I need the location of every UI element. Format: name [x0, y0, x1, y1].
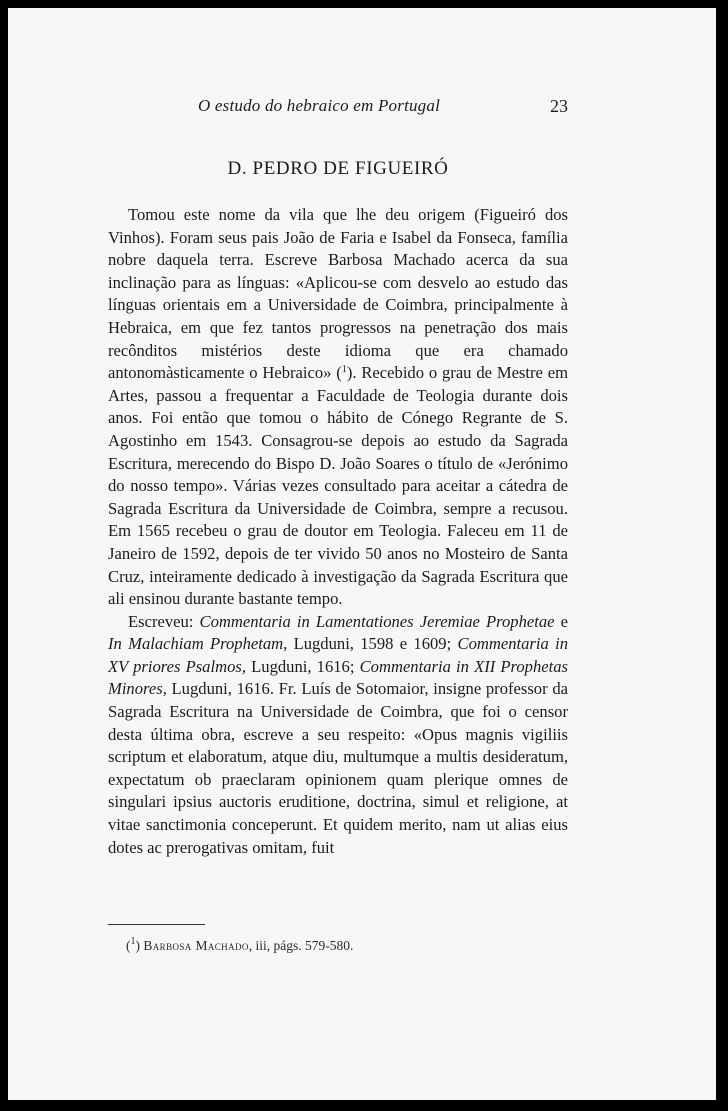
work-title-2: In Malachiam Prophetam,: [108, 634, 288, 654]
footnote-rule: [108, 924, 205, 925]
work-title-3: Commentaria in XV priores Psalmos,: [108, 634, 568, 676]
footnote-author: Barbosa Machado: [143, 938, 249, 953]
work-title-4: Commentaria in XII Prophetas Minores,: [108, 656, 569, 699]
paragraph-text-part-1: Tomou este nome da vila que lhe deu origem (Figueiró dos Vinhos). Foram seus pais João de Faria e Isabel da Fonseca, família nobre daquela terra. Escreve Barbosa Machado acerca da sua inclinação para as línguas: «Aplicou-se com desvelo ao estudo das línguas orientais em a Universidade de Coimbra, principalmente à Hebraica, em que fez tantos progressos na penetração dos mais recônditos mistérios deste idioma que era chamado antonomàsticamente o Hebraico» (: [108, 205, 568, 383]
section-title: D. PEDRO DE FIGUEIRÓ: [227, 158, 449, 179]
publication-1: Lugduni, 1598 e 1609;: [287, 634, 458, 654]
page-number: 23: [550, 96, 568, 116]
footnote-reference: 1: [341, 364, 347, 376]
works-continuation: Lugduni, 1616. Fr. Luís de Sotomaior, insigne professor da Sagrada Escritura na Universidade de Coimbra, que foi o censor desta última obra, escreve a seu respeito: «Opus magnis vigiliis scriptum et elaboratum, atque diu, multumque a multis desideratum, expectatum ob praeclaram opinionem quam plerique omnes de singulari ipsius auctoris eruditione, doctrina, simul et religione, at vitae sanctimonia conceperunt. Et quidem merito, nam ut alias eius dotes ac prerogativas omitam, fuit: [108, 679, 568, 857]
paragraph-works: [108, 611, 568, 860]
works-conjunction: e: [554, 611, 568, 631]
work-title-1: Commentaria in Lamentationes Jeremiae Prophetae: [199, 611, 555, 631]
body-text: [108, 204, 568, 859]
publication-2: Lugduni, 1616;: [245, 656, 360, 676]
footnote-marker: 1: [130, 936, 136, 947]
paragraph-biography: [108, 204, 568, 611]
running-title: O estudo do hebraico em Portugal: [198, 96, 441, 115]
book-page: [8, 8, 716, 1100]
paragraph-text-part-2: ). Recebido o grau de Mestre em Artes, passou a frequentar a Faculdade de Teologia durante dois anos. Foi então que tomou o hábito de Cónego Regrante de S. Agostinho em 1543. Consagrou-se depois ao estudo da Sagrada Escritura, merecendo do Bispo D. João Soares o título de «Jerónimo do nosso tempo». Várias vezes consultado para aceitar a cátedra de Sagrada Escritura da Universidade de Coimbra, sempre a recusou. Em 1565 recebeu o grau de doutor em Teologia. Faleceu em 11 de Janeiro de 1592, depois de ter vivido 50 anos no Mosteiro de Santa Cruz, inteiramente dedicado à investigação da Sagrada Escritura que ali ensinou durante bastante tempo.: [108, 363, 569, 609]
works-lead: Escreveu:: [128, 611, 200, 631]
footnote: ($^1$) Barbosa Machado, iii, págs. 579-580.: [126, 936, 354, 953]
footnote-reference-text: , iii, págs. 579-580.: [248, 938, 354, 953]
